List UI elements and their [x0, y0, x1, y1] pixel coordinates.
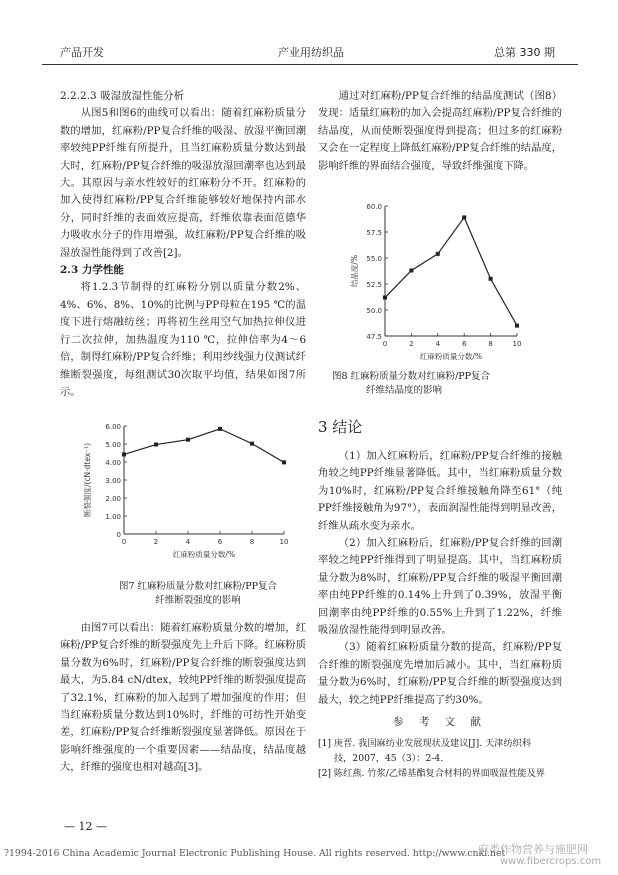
fig8-data-point	[409, 268, 413, 272]
fig8-y-axis-label: 结晶度/%	[350, 254, 359, 288]
reference-2-line1: [2] 陈红燕. 竹浆/乙烯基酯复合材料的界面吸湿性能及界	[318, 768, 545, 779]
fig7-data-point	[122, 452, 126, 456]
fig8-x-axis-label: 红麻粉质量分数/%	[419, 352, 483, 361]
fig8-x-tick-label: 2	[409, 340, 414, 348]
conclusions	[318, 448, 562, 709]
fig7-discussion	[60, 620, 306, 777]
fig8-caption	[332, 370, 560, 398]
fig8-y-tick-label: 50.0	[366, 307, 382, 315]
fig8-discussion-paragraph: 通过对红麻粉/PP复合纤维的结晶度测试（图8）发现：适量红麻粉的加入会提高红麻粉/PP复合纤维的结晶度，从而使断裂强度得到提高；但过多的红麻粉又会在一定程度上降低红麻粉/PP复合纤维的结晶度，影响纤维的界面结合强度，导致纤维强度下降。	[318, 90, 562, 172]
watermark-url: www.fibercrops.com	[500, 856, 602, 867]
fig7-y-tick-label: 2.00	[105, 495, 121, 503]
fig8-y-tick-label: 47.5	[366, 333, 382, 341]
fig8-data-point	[383, 296, 387, 300]
fig7-x-tick-label: 2	[153, 538, 159, 546]
fig7-x-tick-label: 8	[249, 538, 255, 546]
fig7-y-tick-label: 3.00	[105, 477, 121, 485]
conclusion-1: （1）加入红麻粉后，红麻粉/PP复合纤维的接触角较之纯PP纤维显著降低。其中，当红麻粉质量分数为10%时，红麻粉/PP复合纤维接触角降至61°（纯PP纤维接触角为97°），表面润湿性能得到明显改善，纤维从疏水变为亲水。	[318, 450, 562, 532]
conclusion-2: （2）加入红麻粉后，红麻粉/PP复合纤维的回潮率较之纯PP纤维得到了明显提高。其中，当红麻粉质量分数为8%时，红麻粉/PP复合纤维的吸湿平衡回潮率由纯PP纤维的0.14%上升到了0.39%，放湿平衡回潮率由纯PP纤维的0.55%上升到了1.22%，纤维吸湿放湿性能得到明显改善。	[318, 537, 562, 637]
fig8-data-point	[515, 324, 519, 328]
header-issue-number: 总第 330 期	[494, 46, 555, 59]
fig8-data-point	[462, 215, 466, 219]
reference-1-line1: [1] 庚晋. 我国麻纺业发展现状及建议[J]. 天津纺织科	[318, 738, 532, 749]
fig7-x-tick-label: 6	[217, 538, 223, 546]
fig7-discussion-paragraph: 由图7可以看出：随着红麻粉质量分数的增加，红麻粉/PP复合纤维的断裂强度先上升后下降。红麻粉质量分数为6%时，红麻粉/PP复合纤维的断裂强度达到最大，为5.84 cN/dtex，较纯PP纤维的断裂强度提高了32.1%，红麻粉的加入起到了增加强度的作用；但当红麻粉质量分数达到10%时，纤维的可纺性开始变差，红麻粉/PP复合纤维断裂强度显著降低。原因在于影响纤维强度的一个重要因素——结晶度，结晶度越大，纤维的强度也相对越高[3]。	[60, 622, 306, 774]
fig8-x-tick-label: 4	[435, 340, 441, 348]
references-title: 参 考 文 献	[392, 716, 487, 728]
fig7-x-tick-label: 4	[185, 538, 191, 546]
right-column-top	[318, 88, 562, 175]
fig8-x-tick-label: 8	[488, 340, 493, 348]
header-journal-title: 产业用纺织品	[278, 46, 344, 59]
fig8-y-tick-label: 57.5	[366, 229, 382, 237]
section-2223-paragraph: 从图5和图6的曲线可以看出：随着红麻粉质量分数的增加，红麻粉/PP复合纤维的吸湿、放湿平衡回潮率较纯PP纤维有所提升，且当红麻粉质量分数达到最大时，红麻粉/PP复合纤维的吸湿放湿回潮率也达到最大。其原因与亲水性较好的红麻粉分不开。红麻粉的加入使得红麻粉/PP复合纤维能够较好地保持内部水分，同时纤维的表面效应提高，纤维依靠表面范德华力吸收水分子的作用增强，故红麻粉/PP复合纤维的吸湿放湿性能得到了改善[2]。	[60, 107, 306, 259]
reference-1-line2: 技，2007，45（3）：2-4.	[334, 753, 444, 764]
fig7-y-tick-label: 6.00	[105, 423, 121, 431]
fig8-x-tick-label: 10	[512, 340, 522, 348]
section-23-paragraph: 将1.2.3节制得的红麻粉分别以质量分数2%、4%、6%、8%、10%的比例与PP母粒在195 ℃的温度下进行熔融纺丝；再将初生丝用空气加热拉伸仪进行二次拉伸，加热温度为110 ℃，拉伸倍率为4～6倍，制得红麻粉/PP复合纤维；利用纱线强力仪测试纤维断裂强度，每组测试30次取平均值，结果如图7所示。	[60, 281, 306, 398]
section-2223-title: 2.2.2.3 吸湿放湿性能分析	[60, 90, 185, 102]
fig7-x-axis-label: 红麻粉质量分数/%	[172, 550, 236, 559]
fig8-caption-line2: 纤维结晶度的影响	[366, 385, 443, 396]
references-list	[318, 736, 568, 781]
fig7-caption	[78, 580, 318, 608]
section-3-title: 3 结论	[318, 418, 363, 436]
left-column	[60, 88, 306, 401]
fig7-data-point	[186, 438, 190, 442]
fig7-data-point	[218, 427, 222, 431]
fig7-data-point	[154, 443, 158, 447]
fig8-x-tick-label: 6	[461, 340, 467, 348]
fig8-chart	[345, 196, 545, 366]
watermark-text: 麻类作物营养与施肥网	[478, 843, 588, 856]
fig7-y-tick-label: 5.00	[105, 441, 121, 449]
header-rule	[42, 64, 578, 65]
fig8-y-tick-label: 55.0	[366, 255, 382, 263]
copyright-footer: ?1994-2016 China Academic Journal Electronic Publishing House. All rights reserved. http://www.cnki.net	[4, 848, 506, 859]
fig8-series-line	[385, 217, 517, 325]
fig7-y-tick-label: 4.00	[105, 459, 121, 467]
header-section-label: 产品开发	[60, 46, 104, 59]
fig7-chart	[80, 418, 306, 568]
fig8-data-point	[489, 277, 493, 281]
fig7-data-point	[250, 442, 254, 446]
page-number: — 12 —	[64, 820, 107, 833]
fig7-y-tick-label: 0	[116, 531, 121, 539]
fig7-x-tick-label: 10	[279, 538, 289, 546]
fig8-caption-line1: 图8 红麻粉质量分数对红麻粉/PP复合	[332, 371, 491, 382]
conclusion-3: （3）随着红麻粉质量分数的提高，红麻粉/PP复合纤维的断裂强度先增加后减小。其中，当红麻粉质量分数为6%时，红麻粉/PP复合纤维的断裂强度达到最大，较之纯PP纤维提高了约30%。	[318, 641, 562, 706]
fig8-x-tick-label: 0	[382, 340, 388, 348]
section-23-title: 2.3 力学性能	[60, 264, 124, 277]
fig8-y-tick-label: 60.0	[366, 203, 382, 211]
fig7-caption-line2: 纤维断裂强度的影响	[155, 595, 241, 606]
fig7-series-line	[124, 429, 284, 462]
fig7-x-tick-label: 0	[121, 538, 127, 546]
fig8-data-point	[436, 252, 440, 256]
fig7-y-axis-label: 断裂强度/(cN·dtex⁻¹)	[83, 442, 92, 518]
fig7-data-point	[282, 460, 286, 464]
fig8-y-tick-label: 52.5	[366, 281, 382, 289]
fig7-y-tick-label: 1.00	[105, 513, 121, 521]
fig7-caption-line1: 图7 红麻粉质量分数对红麻粉/PP复合	[118, 581, 278, 592]
